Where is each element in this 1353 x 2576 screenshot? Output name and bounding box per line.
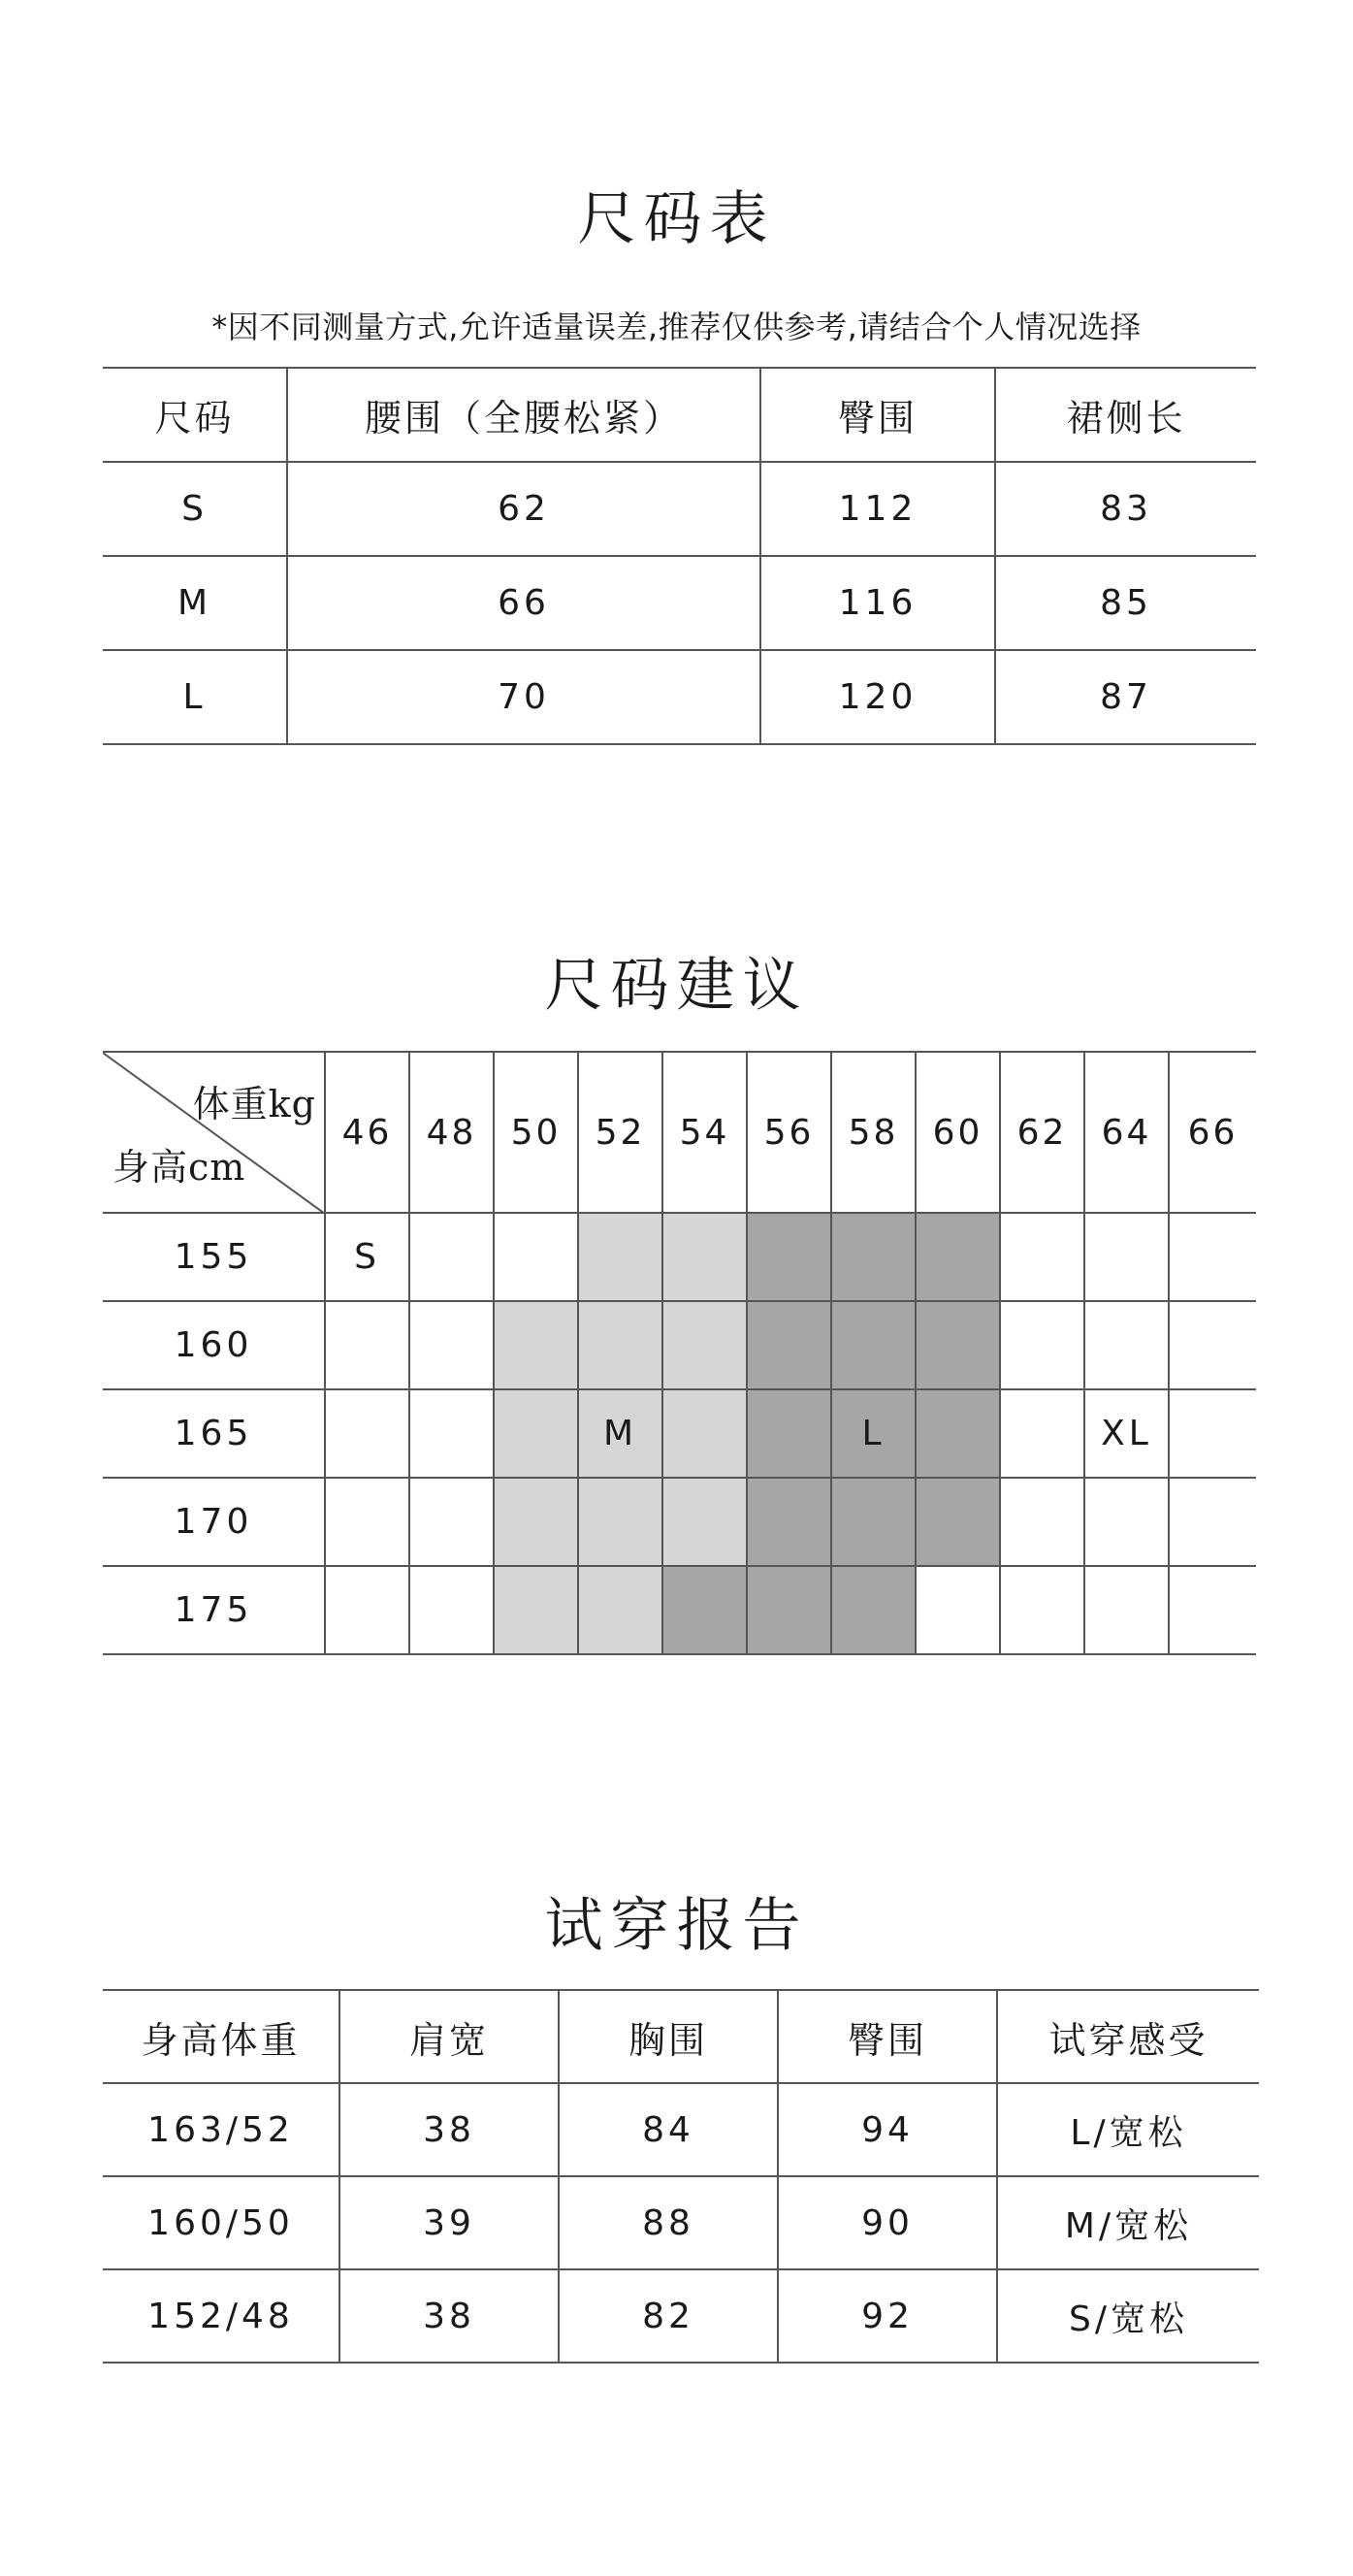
waist-cell: 66 (287, 556, 760, 650)
size-chart-note: *因不同测量方式,允许适量误差,推荐仅供参考,请结合个人情况选择 (211, 309, 1142, 345)
size-chart-title: 尺码表 (577, 185, 776, 253)
grid-cell-l-zone (747, 1566, 831, 1654)
grid-cell (1169, 1478, 1256, 1566)
grid-cell (325, 1301, 409, 1389)
grid-cell (409, 1478, 494, 1566)
table-header-row (103, 1990, 1259, 2083)
height-row (103, 1566, 1256, 1654)
grid-cell (325, 1478, 409, 1566)
grid-cell (1000, 1566, 1084, 1654)
grid-cell (1084, 1478, 1169, 1566)
shoulder-cell: 39 (339, 2176, 559, 2269)
grid-cell (325, 1389, 409, 1478)
chest-cell: 88 (559, 2176, 778, 2269)
table-row (103, 462, 1256, 556)
weight-header: 48 (409, 1052, 494, 1213)
height-row (103, 1301, 1256, 1389)
grid-cell-m-zone (578, 1301, 662, 1389)
grid-cell-m-zone (494, 1389, 578, 1478)
weight-header-row (103, 1052, 1256, 1213)
table-row (103, 2083, 1259, 2176)
height-row (103, 1478, 1256, 1566)
height-weight-cell: 160/50 (147, 2202, 294, 2243)
grid-cell-m-zone (662, 1213, 747, 1301)
try-on-table (103, 1989, 1259, 2364)
grid-cell-m-zone (578, 1566, 662, 1654)
grid-cell (1169, 1213, 1256, 1301)
grid-cell (1000, 1478, 1084, 1566)
table-row (103, 556, 1256, 650)
waist-cell: 70 (287, 650, 760, 744)
recommendation-grid (103, 1051, 1256, 1655)
grid-cell (1169, 1389, 1256, 1478)
grid-cell (409, 1566, 494, 1654)
weight-header: 54 (662, 1052, 747, 1213)
feel-cell: L/宽松 (997, 2083, 1259, 2176)
grid-cell-l-zone (747, 1213, 831, 1301)
column-header: 胸围 (559, 1990, 778, 2083)
try-on-title: 试穿报告 (544, 1892, 809, 1960)
hip-cell: 112 (760, 462, 995, 556)
column-header: 臀围 (760, 368, 995, 462)
column-header: 腰围（全腰松紧） (287, 368, 760, 462)
length-cell: 87 (995, 650, 1256, 744)
hip-cell: 120 (760, 650, 995, 744)
column-header: 身高体重 (141, 2018, 301, 2062)
grid-cell-m-zone (578, 1478, 662, 1566)
grid-cell-l-zone (662, 1566, 747, 1654)
grid-cell-m-zone (494, 1301, 578, 1389)
grid-cell-l-label: L (831, 1389, 916, 1478)
grid-cell-l-zone (831, 1566, 916, 1654)
grid-cell-m-zone (662, 1389, 747, 1478)
column-header: 裙侧长 (995, 368, 1256, 462)
grid-cell-m-label: M (578, 1389, 662, 1478)
height-label: 165 (103, 1389, 325, 1478)
hip-cell: 90 (778, 2176, 997, 2269)
table-header-row (103, 368, 1256, 462)
grid-cell (1084, 1213, 1169, 1301)
grid-cell-l-zone (747, 1478, 831, 1566)
height-label: 160 (103, 1301, 325, 1389)
weight-header: 64 (1084, 1052, 1169, 1213)
grid-cell-l-zone (831, 1478, 916, 1566)
height-axis-label: 身高cm (113, 1146, 246, 1189)
weight-axis-label: 体重kg (192, 1083, 316, 1125)
table-row (103, 650, 1256, 744)
size-cell: S (181, 489, 208, 529)
weight-header: 58 (831, 1052, 916, 1213)
feel-cell: M/宽松 (997, 2176, 1259, 2269)
weight-header: 62 (1000, 1052, 1084, 1213)
height-row (103, 1389, 1256, 1478)
size-cell: M (177, 583, 212, 623)
grid-cell (1169, 1301, 1256, 1389)
grid-cell (409, 1213, 494, 1301)
grid-cell-m-zone (578, 1213, 662, 1301)
grid-cell (409, 1301, 494, 1389)
grid-cell (1084, 1566, 1169, 1654)
grid-cell-m-zone (662, 1478, 747, 1566)
column-header: 尺码 (154, 397, 235, 440)
grid-cell-m-zone (494, 1566, 578, 1654)
weight-header: 66 (1169, 1052, 1256, 1213)
height-row (103, 1213, 1256, 1301)
height-label: 155 (103, 1213, 325, 1301)
grid-cell (1169, 1566, 1256, 1654)
weight-header: 52 (578, 1052, 662, 1213)
weight-header: 50 (494, 1052, 578, 1213)
height-label: 170 (103, 1478, 325, 1566)
hip-cell: 94 (778, 2083, 997, 2176)
grid-cell-l-zone (916, 1301, 1000, 1389)
grid-cell (1000, 1213, 1084, 1301)
size-cell: L (182, 677, 207, 717)
grid-cell-l-zone (916, 1389, 1000, 1478)
grid-cell-l-zone (916, 1213, 1000, 1301)
length-cell: 85 (995, 556, 1256, 650)
shoulder-cell: 38 (339, 2269, 559, 2363)
grid-cell-l-zone (916, 1478, 1000, 1566)
grid-cell-xl-label: XL (1084, 1389, 1169, 1478)
grid-cell (1000, 1301, 1084, 1389)
hip-cell: 92 (778, 2269, 997, 2363)
grid-cell (325, 1566, 409, 1654)
weight-header: 56 (747, 1052, 831, 1213)
size-chart-table (103, 367, 1256, 745)
recommendation-title: 尺码建议 (544, 952, 809, 1020)
grid-cell (1084, 1301, 1169, 1389)
feel-cell: S/宽松 (997, 2269, 1259, 2363)
grid-cell-s-label: S (325, 1213, 409, 1301)
shoulder-cell: 38 (339, 2083, 559, 2176)
grid-cell-l-zone (831, 1301, 916, 1389)
grid-cell (1000, 1389, 1084, 1478)
grid-cell (409, 1389, 494, 1478)
hip-cell: 116 (760, 556, 995, 650)
column-header: 臀围 (778, 1990, 997, 2083)
waist-cell: 62 (287, 462, 760, 556)
weight-header: 60 (916, 1052, 1000, 1213)
chest-cell: 84 (559, 2083, 778, 2176)
grid-cell-l-zone (831, 1213, 916, 1301)
height-weight-cell: 152/48 (147, 2296, 294, 2336)
chest-cell: 82 (559, 2269, 778, 2363)
column-header: 肩宽 (339, 1990, 559, 2083)
height-label: 175 (103, 1566, 325, 1654)
length-cell: 83 (995, 462, 1256, 556)
height-weight-cell: 163/52 (147, 2109, 294, 2150)
grid-cell (916, 1566, 1000, 1654)
grid-cell-l-zone (747, 1301, 831, 1389)
table-row (103, 2269, 1259, 2363)
grid-cell-m-zone (494, 1478, 578, 1566)
weight-header: 46 (325, 1052, 409, 1213)
grid-cell-m-zone (662, 1301, 747, 1389)
column-header: 试穿感受 (997, 1990, 1259, 2083)
grid-cell (494, 1213, 578, 1301)
grid-cell-l-zone (747, 1389, 831, 1478)
table-row (103, 2176, 1259, 2269)
corner-header-cell (103, 1052, 325, 1213)
